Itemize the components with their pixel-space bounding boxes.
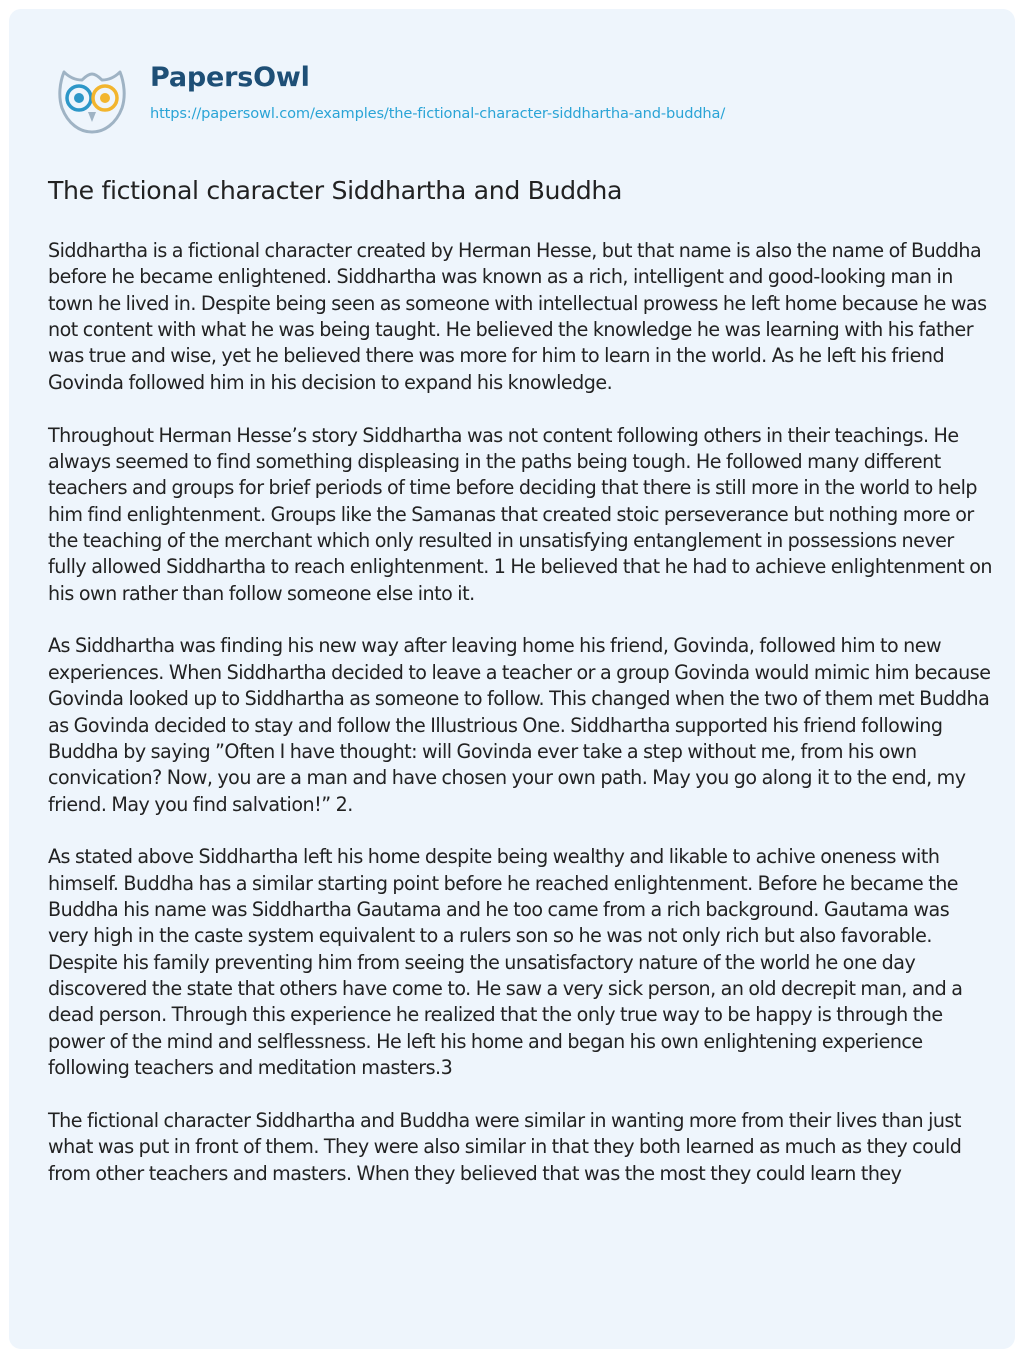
document-card xyxy=(9,9,1015,1349)
paragraph: As Siddhartha was finding his new way after leaving home his friend, Govinda, followed him to new experiences. When Siddhartha decided to leave a teacher or a group Govinda would mimic him because Govinda looked up to Siddhartha as someone to follow. This changed when the two of them met Buddha as Govinda decided to stay and follow the Illustrious One. Siddhartha supported his friend following Buddha by saying ”Often I have thought: will Govinda ever take a step without me, from his own convication? Now, you are a man and have chosen your own path. May you go along it to the end, my friend. May you find salvation!” 2. xyxy=(48,634,991,816)
paragraph: Siddhartha is a fictional character created by Herman Hesse, but that name is also the name of Buddha before he became enlightened. Siddhartha was known as a rich, intelligent and good-looking man in town he lived in. Despite being seen as someone with intellectual prowess he left home because he was not content with what he was being taught. He believed the knowledge he was learning with his father was true and wise, yet he believed there was more for him to learn in the world. As he left his friend Govinda followed him in his decision to expand his knowledge. xyxy=(48,239,987,394)
brand-header xyxy=(50,56,725,136)
paragraph: Throughout Herman Hesse’s story Siddhartha was not content following others in their teachings. He always seemed to find something displeasing in the paths being tough. He followed many different teachers and groups for brief periods of time before deciding that there is still more in the world to help him find enlightenment. Groups like the Samanas that created stoic perseverance but nothing more or the teaching of the merchant which only resulted in unsatisfying entanglement in possessions never fully allowed Siddhartha to reach enlightenment. 1 He believed that he had to achieve enlightenment on his own rather than follow someone else into it. xyxy=(48,423,993,605)
owl-logo-icon[interactable] xyxy=(50,52,134,136)
brand-name[interactable]: PapersOwl xyxy=(150,62,310,93)
paragraph: The fictional character Siddhartha and Buddha were similar in wanting more from their lives than just what was put in front of them. They were also similar in that they both learned as much as they could from other teachers and masters. When they believed that was the most they could learn they xyxy=(48,1108,962,1185)
paragraph: As stated above Siddhartha left his home despite being wealthy and likable to achive oneness with himself. Buddha has a similar starting point before he reached enlightenment. Before he became the Buddha his name was Siddhartha Gautama and he too came from a rich background. Gautama was very high in the caste system equivalent to a rulers son so he was not only rich but also favorable. Despite his family preventing him from seeing the unsatisfactory nature of the world he one day discovered the state that others have come to. He saw a very sick person, an old decrepit man, and a dead person. Through this experience he realized that the only true way to be happy is through the power of the mind and selflessness. He left his home and began his own enlightening experience following teachers and meditation masters.3 xyxy=(48,845,963,1080)
essay-body xyxy=(48,238,992,1214)
source-url-link[interactable]: https://papersowl.com/examples/the-fictional-character-siddhartha-and-buddha/ xyxy=(150,105,726,122)
page-title: The fictional character Siddhartha and Buddha xyxy=(48,176,623,205)
